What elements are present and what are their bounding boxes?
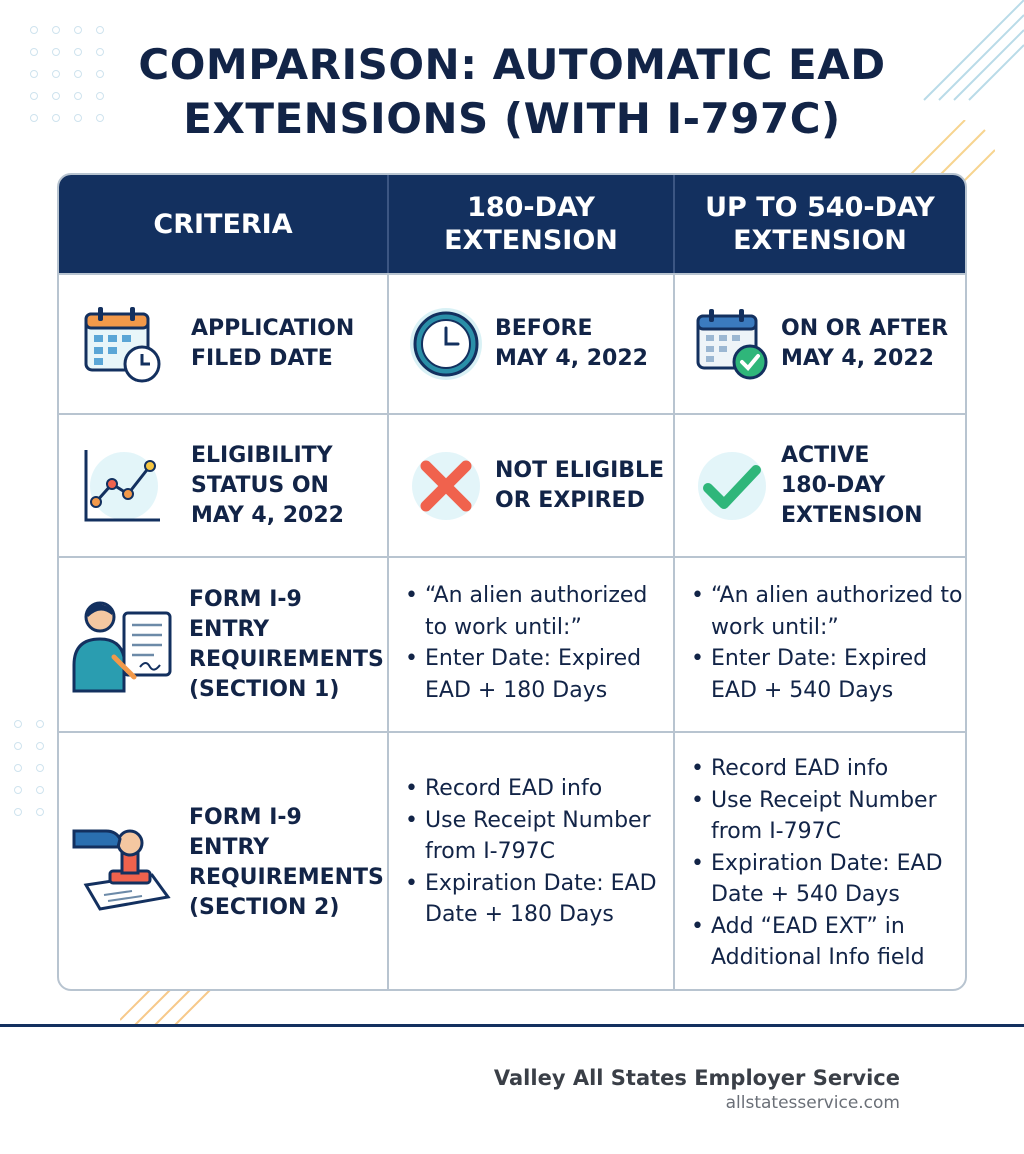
list-item: • Add “EAD EXT” in Additional Info field: [689, 911, 965, 974]
list-item: • Expiration Date: EAD Date + 180 Days: [403, 868, 673, 931]
table-row: [59, 558, 965, 733]
cell-value: ACTIVE 180-DAY EXTENSION: [781, 442, 923, 528]
criteria-cell: [59, 558, 389, 731]
value-cell-540: [675, 733, 965, 991]
header-cell-540-day: [675, 175, 965, 273]
table-row: [59, 275, 965, 415]
header-criteria-label: CRITERIA: [153, 208, 293, 240]
header-540-day-label: UP TO 540-DAY EXTENSION: [705, 192, 935, 256]
company-website: allstatesservice.com: [725, 1093, 900, 1113]
footer-brand: [494, 1064, 900, 1114]
value-cell-180: [389, 733, 675, 991]
criteria-label: APPLICATION FILED DATE: [191, 316, 355, 371]
cell-value: ON OR AFTER MAY 4, 2022: [781, 316, 949, 371]
list-item: • Use Receipt Number from I-797C: [689, 785, 965, 848]
check-mark-icon: [687, 441, 777, 531]
header-cell-180-day: [389, 175, 675, 273]
value-cell-180: [389, 275, 675, 413]
criteria-label: FORM I-9 ENTRY REQUIREMENTS (SECTION 2): [189, 805, 384, 920]
stamp-icon: [69, 808, 179, 918]
page-title: [0, 38, 1024, 146]
value-cell-180: [389, 415, 675, 556]
table-row: [59, 415, 965, 558]
bullet-list: [689, 753, 965, 974]
value-cell-540: [675, 558, 965, 731]
list-item: • “An alien authorized to work until:”: [403, 580, 673, 643]
calendar-check-icon: [687, 299, 777, 389]
table-header-row: [59, 175, 965, 275]
list-item: • Use Receipt Number from I-797C: [403, 805, 673, 868]
footer-divider: [0, 1024, 1024, 1027]
criteria-cell: [59, 275, 389, 413]
title-line-2: EXTENSIONS (WITH I-797C): [183, 94, 841, 143]
cell-value: BEFORE MAY 4, 2022: [495, 316, 648, 371]
cell-value: NOT ELIGIBLE OR EXPIRED: [495, 457, 665, 513]
calendar-clock-icon: [77, 299, 167, 389]
title-line-1: COMPARISON: AUTOMATIC EAD: [138, 40, 886, 89]
list-item: • Enter Date: Expired EAD + 180 Days: [403, 643, 673, 706]
company-name: Valley All States Employer Service: [493, 1066, 900, 1090]
criteria-label: FORM I-9 ENTRY REQUIREMENTS (SECTION 1): [189, 586, 384, 702]
criteria-label: ELIGIBILITY STATUS ON MAY 4, 2022: [191, 442, 344, 528]
list-item: • Record EAD info: [689, 753, 965, 785]
line-chart-icon: [77, 441, 167, 531]
comparison-table: [57, 173, 967, 991]
clock-icon: [401, 299, 491, 389]
list-item: • Enter Date: Expired EAD + 540 Days: [689, 643, 965, 706]
list-item: • Expiration Date: EAD Date + 540 Days: [689, 848, 965, 911]
bullet-list: [689, 580, 965, 706]
header-cell-criteria: [59, 175, 389, 273]
value-cell-540: [675, 415, 965, 556]
header-180-day-label: 180-DAY EXTENSION: [444, 192, 618, 256]
value-cell-540: [675, 275, 965, 413]
criteria-cell: [59, 415, 389, 556]
criteria-cell: [59, 733, 389, 991]
value-cell-180: [389, 558, 675, 731]
x-mark-icon: [401, 441, 491, 531]
list-item: • Record EAD info: [403, 773, 673, 805]
bullet-list: [403, 773, 673, 931]
bullet-list: [403, 580, 673, 706]
list-item: • “An alien authorized to work until:”: [689, 580, 965, 643]
table-row: [59, 733, 965, 991]
person-document-icon: [69, 590, 179, 700]
